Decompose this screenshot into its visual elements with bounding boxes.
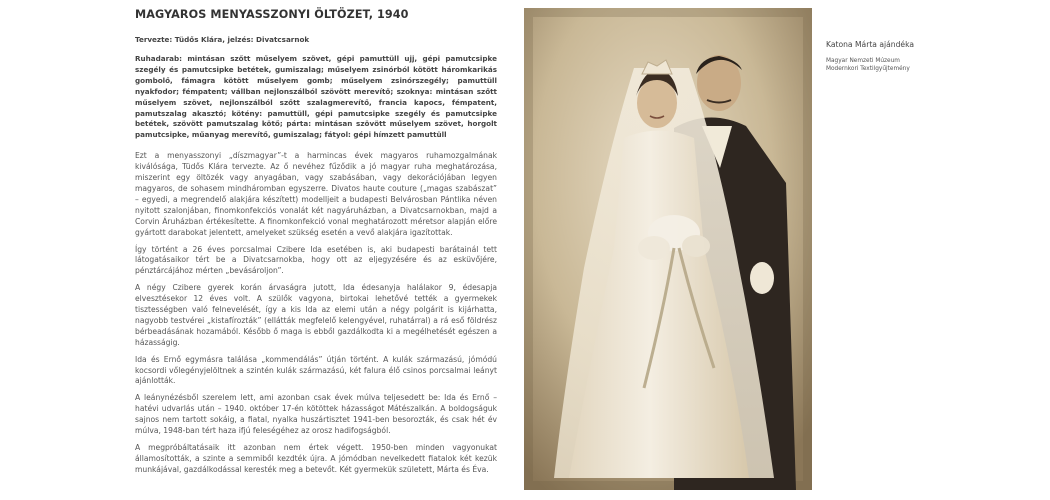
caption-title: Katona Márta ajándéka (826, 40, 915, 49)
paragraph-4: Ida és Ernő egymásra találása „kommendálás” útján történt. A kulák származású, jómódú kocsordi vőlegényjelöltnek a szintén kulák származású, két falura élő csinos porcsalmai leányt ajánlották. (135, 354, 497, 386)
caption-collection: Modernkori Textilgyűjtemény (826, 66, 910, 72)
designer-line: Tervezte: Tüdős Klára, jelzés: Divatcsarnok (135, 35, 310, 44)
photo-caption (826, 40, 986, 73)
materials-text (135, 54, 497, 141)
wedding-photo (524, 8, 812, 490)
paragraph-5: A leánynézésből szerelem lett, ami azonban csak évek múlva teljesedett be: Ida és Ernő – hatévi udvarlás után – 1940. október 17-én kötöttek házasságot Mátészalkán. A boldogságuk sajnos nem tartott sokáig, a fiatal, nyalka huszártisztet 1941-ben besorozták, és csak hét év múlva, 1948-ban tért haza ifjú feleségéhez az orosz hadifogságból. (135, 393, 497, 436)
paragraph-3: A négy Czibere gyerek korán árvaságra jutott, Ida édesanyja halálakor 9, édesapja elvesztésekor 12 éves volt. A szülők vagyona, birtokai lehetővé tették a gyermekek tisztességben való felnevelését, így a kis Ida az elemi után a négy polgárit is kijárhatta, nagyobb testvérei „kistafírozták” (ellátták megfelelő kelengyével, ruhatárral) a rá eső földrész bérbeadásának hozamából. Később ő maga is ebből gazdálkodta ki a megélhetését egészen a házasságig. (135, 283, 497, 347)
materials-label: Ruhadarab: (135, 54, 183, 63)
paragraph-2: Így történt a 26 éves porcsalmai Czibere Ida esetében is, aki budapesti barátainál tett látogatásaikor tért be a Divatcsarnokba, hogy ott az eljegyzésére és az esküvőjére, pénztárcájához mérten „bevásároljon”. (135, 244, 497, 276)
wedding-photo-illustration (524, 8, 812, 490)
caption-museum: Magyar Nemzeti Múzeum (826, 58, 900, 64)
paragraph-1: Ezt a menyasszonyi „díszmagyar”-t a harmincas évek magyaros ruhamozgalmának kiválósága, Tüdős Klára tervezte. Az ő nevéhez fűződik a jó magyar ruha meghatározása, miszerint egy öltözék vagy anyagában, vagy szabásában, vagy dekorációjában legyen magyaros, de sohasem mindháromban egyszerre. Divatos haute couture („magas szabászat” – egyedi, a megrendelő alakjára készített) modelljeit a budapesti Belvárosban Pántlika néven nyitott szalonjában, finomkonfekciós vonalát két nagyáruházban, a Divatcsarnokban, majd a Corvin Áruházban értékesítette. A finomkonfekció vonal meghatározott méretsor alapján előre gyártott darabokat jelentett, amelyeket szükség esetén a vevő alakjára igazítottak. (135, 151, 497, 237)
paragraph-6: A megpróbáltatásaik itt azonban nem értek végett. 1950-ben minden vagyonukat államosították, a szinte a semmiből kezdték újra. A jómódban nevelkedett fiatalok két kezük munkájával, gazdálkodással keresték meg a betevőt. Két gyermekük született, Márta és Éva. (135, 443, 497, 474)
materials-list: mintásan szőtt műselyem szövet, gépi pamuttüll ujj, gépi pamutcsipke szegély és pamutcsipke betétek, gumiszalag; műselyem zsinórból kötött háromkarikás gombolő, fámagra kötött műselyem gomb; műselyem zsinórszegély; pamuttüll nyakfodor; fémpatent; vállban nejlonszálból szövött merevítő; szoknya: mintásan szőtt műselyem szövet, nejlonszálból szőtt szalagmerevítő, francia kapocs, fémpatent, pamutszalag akasztó; kötény: pamuttüll, gépi pamutcsipke szegély és pamutcsipke betétek, szövött pamutszalag kötő; párta: mintásan szövött műselyem szövet, horgolt pamutcsipke, műanyag merevítő, gumiszalag; fátyol: gépi hímzett pamuttüll (135, 54, 497, 140)
article-title: MAGYAROS MENYASSZONYI ÖLTÖZET, 1940 (135, 8, 409, 21)
article (135, 8, 497, 482)
